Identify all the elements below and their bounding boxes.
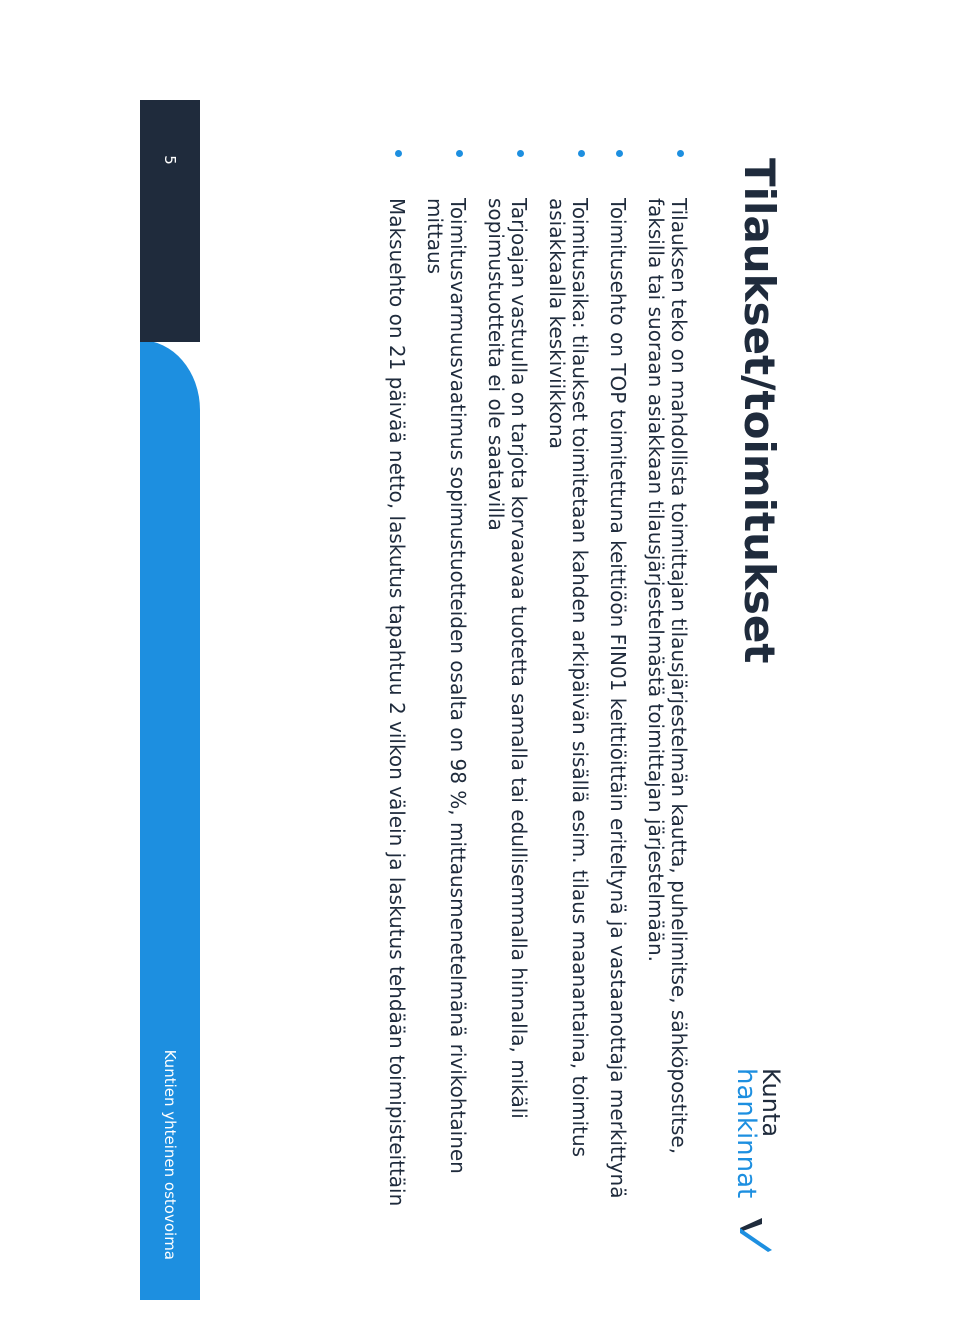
logo-check-icon — [736, 1216, 776, 1254]
bullet-text: Toimitusvarmuusvaatimus sopimustuotteiden osalta on 98 %, mittausmenetelmänä rivikohtainen mittaus — [423, 198, 470, 1174]
bullet-dot — [517, 150, 524, 157]
bullet-dot — [677, 150, 684, 157]
logo-text-line1: Kunta — [757, 1068, 785, 1138]
bullet-list — [370, 140, 690, 1230]
footer-tagline: Kuntien yhteinen ostovoima — [161, 1049, 179, 1260]
bullet-dot — [395, 150, 402, 157]
bullet-item — [644, 140, 690, 1230]
bullet-item — [606, 140, 629, 1230]
kuntahankinnat-logo — [726, 1068, 786, 1278]
bullet-dot — [456, 150, 463, 157]
bullet-dot — [616, 150, 623, 157]
bullet-dot — [578, 150, 585, 157]
bullet-text: Tarjoajan vastuulla on tarjota korvaavaa tuotetta samalla tai edullisemmalla hinnalla, mikäli sopimustuotteita ei ole saatavilla — [484, 198, 531, 1119]
bullet-text: Tilauksen teko on mahdollista toimittajan tilausjärjestelmän kautta, puhelimitse, sähköpostitse, faksilla tai suoraan asiakkaan tilausjärjestelmästä toimittajan järjestelmään. — [644, 198, 691, 1155]
slide-title: Tilaukset/toimitukset — [735, 158, 784, 664]
bullet-item — [423, 140, 469, 1230]
bullet-text: Toimitusehto on TOP toimitettuna keittiöön FIN01 keittiöittäin eriteltynä ja vastaanottaja merkittynä — [606, 198, 630, 1199]
logo-text-line2: hankinnat — [731, 1068, 761, 1199]
bullet-text: Maksuehto on 21 päivää netto, laskutus tapahtuu 2 vilkon välein ja laskutus tehdään toimipisteittäin — [385, 198, 409, 1207]
bullet-item — [484, 140, 530, 1230]
rotated-slide — [120, 100, 800, 1300]
bullet-item — [545, 140, 591, 1230]
slide-number: 5 — [161, 155, 179, 165]
bullet-item — [385, 140, 408, 1230]
bullet-text: Toimitusaika: tilaukset toimitetaan kahden arkipäivän sisällä esim. tilaus maanantaina, toimitus asiakkaalla keskiviikkona — [545, 198, 592, 1158]
